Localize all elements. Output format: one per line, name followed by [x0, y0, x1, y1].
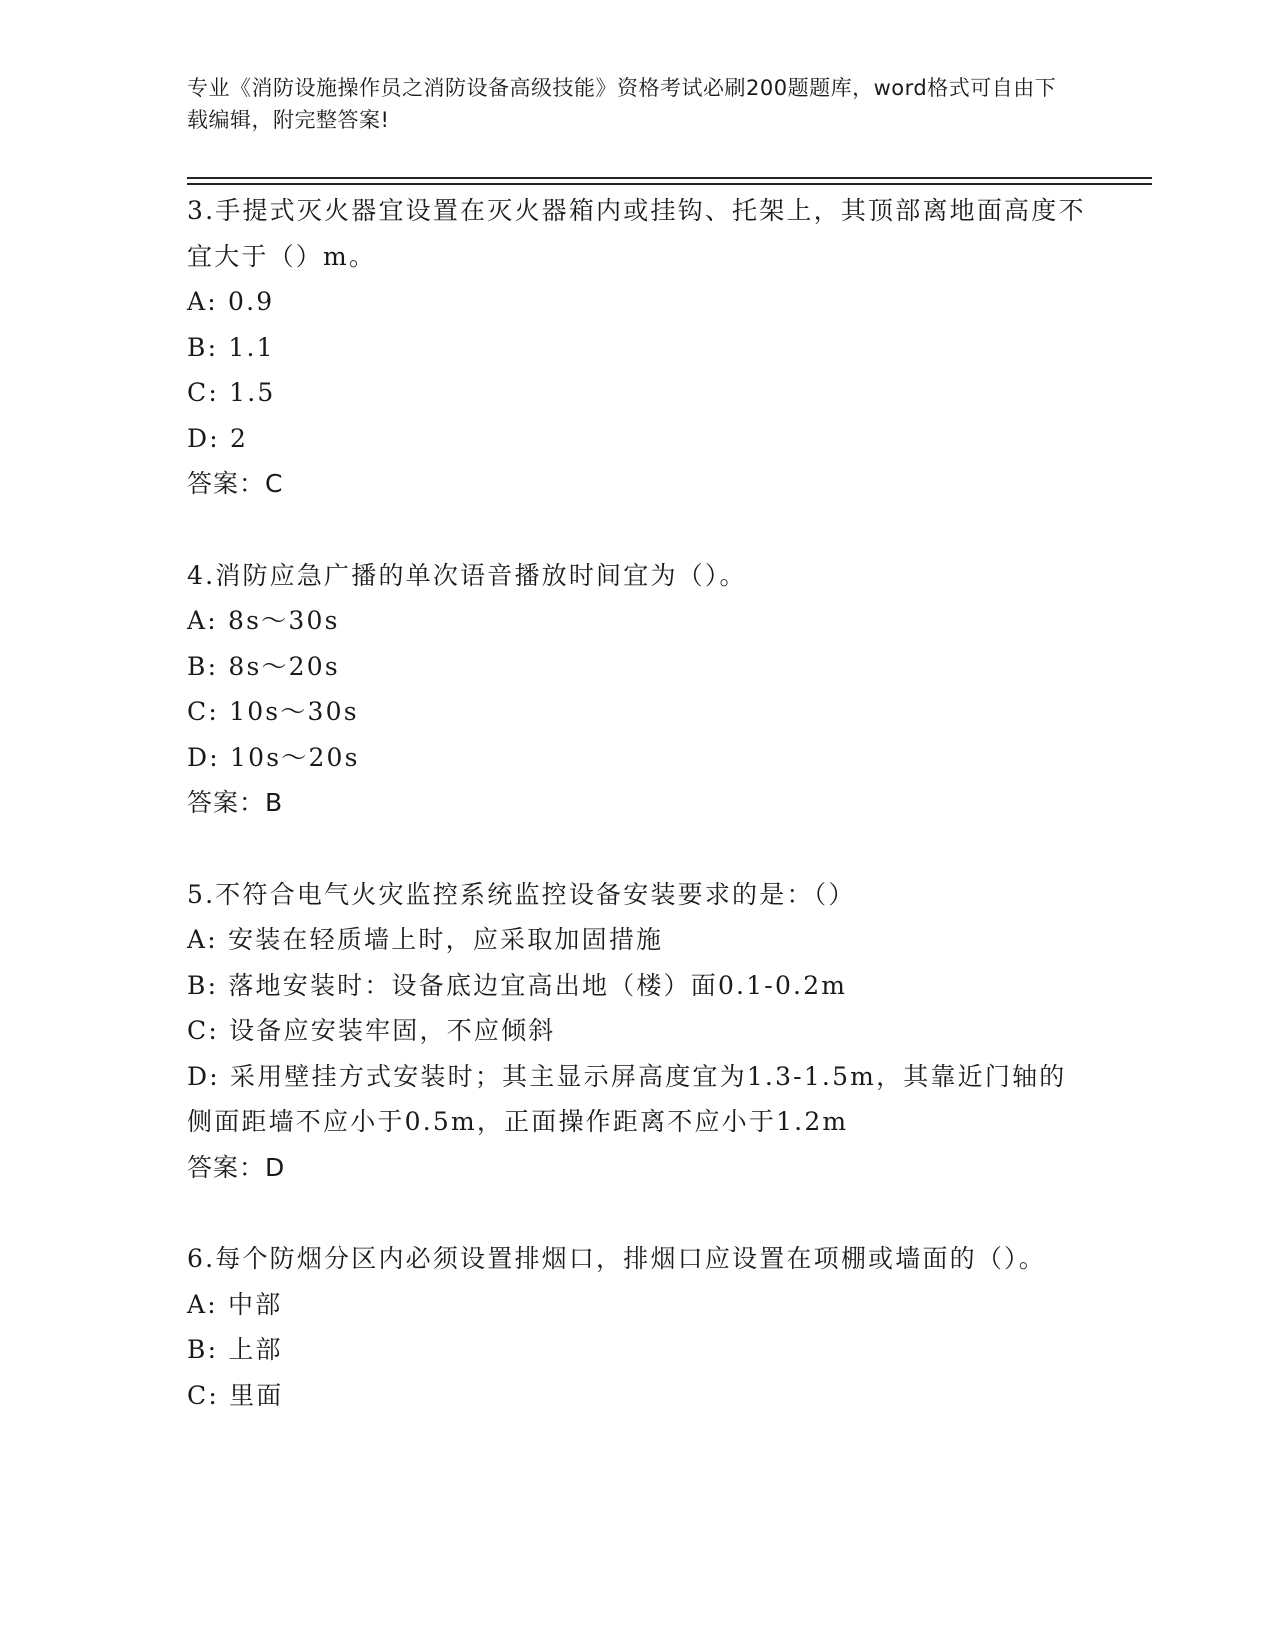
document-header: 专业《消防设施操作员之消防设备高级技能》资格考试必刷200题题库，word格式可自由下载编辑，附完整答案!	[187, 76, 1057, 132]
question-stem: 4.消防应急广播的单次语音播放时间宜为（）。	[187, 560, 747, 590]
option-c: C: 里面	[187, 1380, 284, 1410]
option-a: A: 安装在轻质墙上时，应采取加固措施	[187, 925, 664, 954]
option-b: B: 落地安装时：设备底边宜高出地（楼）面0.1-0.2m	[187, 970, 848, 1000]
header-divider-bottom	[187, 183, 1152, 185]
option-b: B: 上部	[187, 1335, 283, 1364]
question-4	[187, 553, 1087, 826]
option-c: C: 1.5	[187, 378, 276, 407]
option-c: C: 10s～30s	[187, 697, 359, 726]
option-a: A: 0.9	[187, 287, 275, 316]
option-a: A: 中部	[187, 1289, 283, 1319]
header-divider-top	[187, 177, 1152, 179]
answer: 答案：C	[187, 469, 284, 498]
option-d: D: 采用壁挂方式安装时；其主显示屏高度宜为1.3-1.5m，其靠近门轴的侧面距墙不应小于0.5m，正面操作距离不应小于1.2m	[187, 1061, 1067, 1136]
option-a: A: 8s～30s	[187, 606, 340, 635]
question-5	[187, 872, 1087, 1191]
option-d: D: 10s～20s	[187, 742, 360, 772]
question-3	[187, 188, 1087, 507]
question-stem: 3.手提式灭火器宜设置在灭火器箱内或挂钩、托架上，其顶部离地面高度不宜大于（）m。	[187, 196, 1086, 271]
option-d: D: 2	[187, 423, 249, 453]
answer: 答案：B	[187, 788, 284, 817]
question-stem: 5.不符合电气火灾监控系统监控设备安装要求的是：（）	[187, 879, 856, 909]
answer: 答案：D	[187, 1152, 286, 1182]
question-6	[187, 1236, 1087, 1418]
option-c: C: 设备应安装牢固，不应倾斜	[187, 1016, 556, 1045]
option-b: B: 1.1	[187, 332, 275, 362]
question-list	[187, 188, 1087, 1464]
option-b: B: 8s～20s	[187, 651, 340, 681]
question-stem: 6.每个防烟分区内必须设置排烟口，排烟口应设置在项棚或墙面的（）。	[187, 1244, 1046, 1273]
